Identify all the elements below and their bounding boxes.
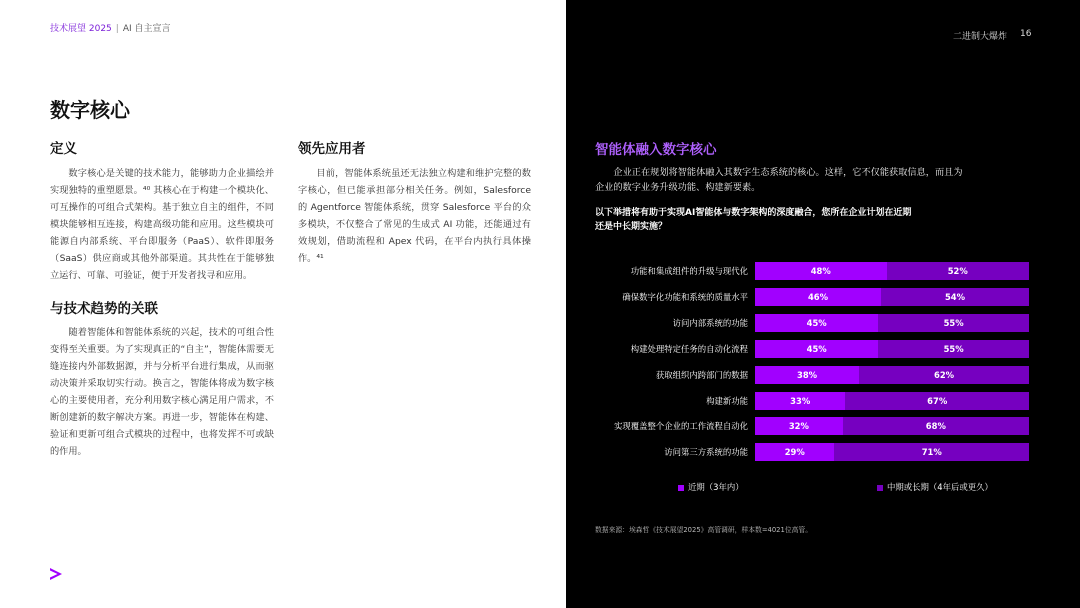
bar-segment-near-term: 33% [755, 392, 845, 410]
chart-row [566, 340, 1080, 358]
chart-row [566, 366, 1080, 384]
legend-far-label: 中期或长期（4年后或更久） [887, 482, 993, 492]
chart-row [566, 314, 1080, 332]
category-label: 获取组织内跨部门的数据 [655, 369, 748, 380]
category-label: 构建处理特定任务的自动化流程 [630, 343, 748, 354]
stacked-bar [755, 417, 1029, 435]
header-separator: | [115, 24, 119, 34]
data-source-note: 数据来源：埃森哲《技术展望2025》高管调研，样本数=4021位高管。 [595, 526, 813, 534]
definition-body: 数字核心是关键的技术能力，能够助力企业描绘并实现独特的重塑愿景。⁴⁰ 其核心在于构建一个模块化、可互操作的可组合式架构。基于独立自主的组件，不同模块能够相互连接，构建高级功能和应用。这些模块可能源自内部系统、平台即服务（PaaS）、软件即服务（SaaS）供应商或其他外部渠道。其共性在于能够独立运行、可靠、可验证，便于开发者找寻和应用。 [50, 168, 274, 281]
bar-segment-long-term: 71% [834, 443, 1029, 461]
bar-segment-long-term: 62% [859, 366, 1029, 384]
legend-near-label: 近期（3年内） [688, 482, 744, 492]
chart-row [566, 417, 1080, 435]
legend-swatch-near [678, 485, 684, 491]
stacked-bar [755, 366, 1029, 384]
trend-body: 随着智能体和智能体系统的兴起，技术的可组合性变得至关重要。为了实现真正的“自主”，智能体需要无缝连接内外部数据源，并与分析平台进行集成，从而驱动决策并采取切实行动。换言之，智能体将成为数字核心的主要使用者，充分利用数字核心满足用户需求，不断创建新的数字解决方案。再进一步，智能体在构建、验证和更新可组合式模块的过程中，也将发挥不可或缺的作用。 [50, 327, 274, 457]
chart-section-title: 智能体融入数字核心 [595, 142, 717, 158]
stacked-bar [755, 340, 1029, 358]
bar-segment-long-term: 54% [881, 288, 1029, 306]
category-label: 访问内部系统的功能 [672, 317, 748, 328]
leader-body: 目前，智能体系统虽还无法独立构建和维护完整的数字核心，但已能承担部分相关任务。例如，Salesforce 的 Agentforce 智能体系统，贯穿 Salesforce 平台的众多模块，不仅整合了常见的生成式 AI 功能，还能通过有效规划，借助流程和 Apex 代码，在平台内执行具体操作。⁴¹ [298, 168, 531, 264]
legend-near-term [678, 481, 744, 493]
page-number: 16 [1020, 29, 1032, 39]
category-label: 构建新功能 [706, 395, 748, 406]
bar-segment-near-term: 38% [755, 366, 859, 384]
category-label: 功能和集成组件的升级与现代化 [630, 266, 748, 276]
chart-row [566, 392, 1080, 410]
bar-segment-long-term: 55% [878, 340, 1029, 358]
bar-segment-near-term: 45% [755, 314, 878, 332]
bar-segment-long-term: 52% [887, 262, 1029, 280]
stacked-bar [755, 443, 1029, 461]
bar-segment-long-term: 55% [878, 314, 1029, 332]
stacked-bar [755, 262, 1029, 280]
accenture-logo-icon [48, 566, 64, 582]
page-header [50, 21, 171, 34]
chart-row [566, 262, 1080, 280]
trend-title: 与技术趋势的关联 [50, 301, 158, 317]
bar-segment-near-term: 29% [755, 443, 834, 461]
stacked-bar [755, 392, 1029, 410]
legend-swatch-far [877, 485, 883, 491]
section-label: 二进制大爆炸 [953, 32, 1008, 42]
category-label: 访问第三方系统的功能 [664, 447, 748, 458]
bar-segment-near-term: 46% [755, 288, 881, 306]
section-name: AI 自主宣言 [122, 24, 171, 34]
right-page [566, 0, 1080, 608]
chart-intro: 企业正在规划将智能体融入其数字生态系统的核心。这样，它不仅能获取信息，而且为企业的数字业务升级功能、构建新要素。 [595, 167, 963, 193]
bar-segment-near-term: 48% [755, 262, 887, 280]
leader-title: 领先应用者 [298, 141, 366, 157]
stacked-bar [755, 288, 1029, 306]
legend-long-term [877, 481, 993, 493]
bar-segment-near-term: 32% [755, 417, 843, 435]
category-label: 实现覆盖整个企业的工作流程自动化 [614, 421, 748, 432]
definition-title: 定义 [50, 141, 77, 157]
category-label: 确保数字化功能和系统的质量水平 [622, 291, 748, 302]
bar-segment-long-term: 67% [845, 392, 1029, 410]
bar-segment-near-term: 45% [755, 340, 878, 358]
bar-segment-long-term: 68% [843, 417, 1029, 435]
chart-row [566, 288, 1080, 306]
report-name: 技术展望 2025 [50, 24, 112, 34]
chart-row [566, 443, 1080, 461]
survey-question: 以下举措将有助于实现AI智能体与数字架构的深度融合，您所在企业计划在近期还是中长期实施？ [595, 208, 912, 232]
stacked-bar [755, 314, 1029, 332]
page-title: 数字核心 [50, 98, 130, 122]
